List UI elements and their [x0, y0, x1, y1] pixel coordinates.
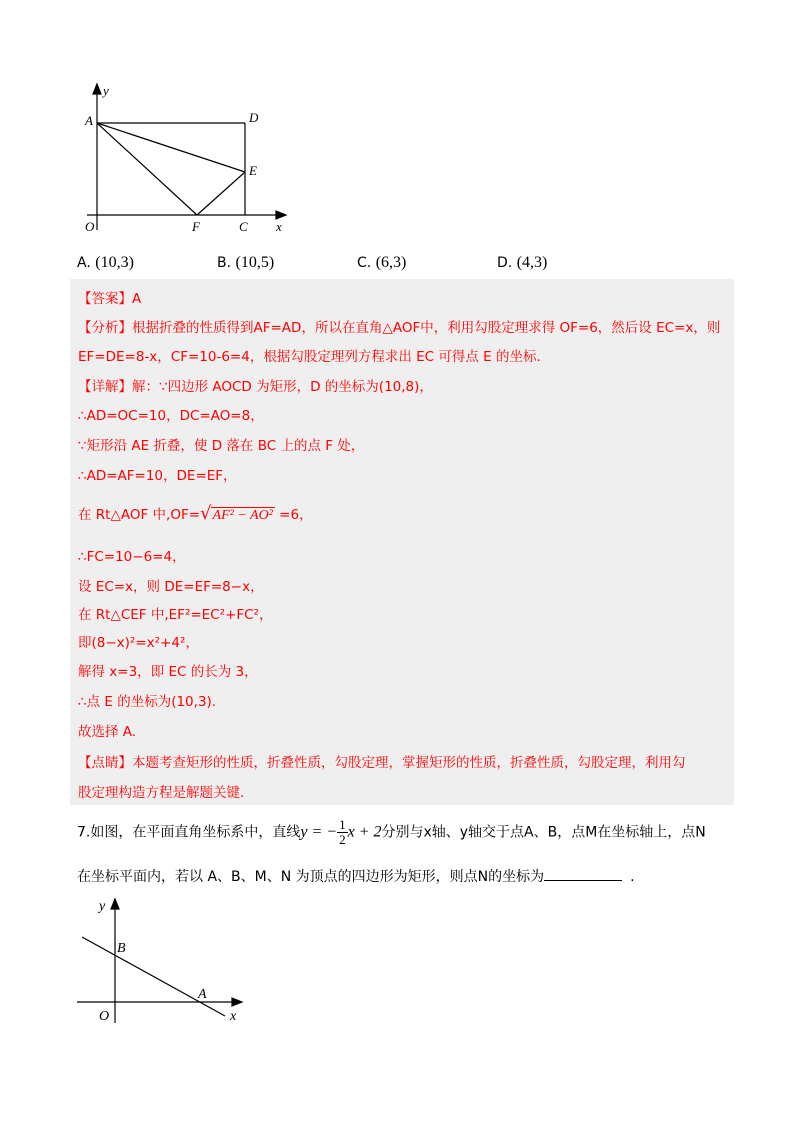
- sqrt-radicand: AF² − AO²: [212, 508, 273, 523]
- analysis-line-2: EF=DE=8-x，CF=10-6=4，根据勾股定理列方程求出 EC 可得点 E 的坐标.: [78, 349, 541, 365]
- detail-line-3: ∵矩形沿 AE 折叠，使 D 落在 BC 上的点 F 处，: [78, 438, 365, 454]
- x-axis-arrow: [276, 211, 286, 219]
- analysis-line-1: 【分析】根据折叠的性质得到AF=AD，所以在直角△AOF中，利用勾股定理求得 OF=6，然后设 EC=x，则: [78, 320, 721, 336]
- answer-blank: [544, 868, 622, 881]
- label-F: F: [192, 219, 200, 234]
- detail-line-1: 【详解】解：∵四边形 AOCD 为矩形，D 的坐标为(10,8)，: [78, 379, 433, 395]
- solution-block: [70, 279, 734, 805]
- detail-line-8: 在 Rt△CEF 中,EF²=EC²+FC²，: [78, 607, 273, 623]
- question-7-line-1: [77, 818, 706, 847]
- y-axis-arrow: [93, 84, 101, 94]
- detail-line-6: ∴FC=10−6=4，: [78, 549, 186, 565]
- label-A: A: [198, 987, 207, 1002]
- detail-line-10: 解得 x=3，即 EC 的长为 3，: [78, 664, 258, 680]
- detail-line-5: [78, 503, 313, 524]
- answer-line: 【答案】A: [78, 291, 142, 307]
- option-d: D. (4,3): [497, 254, 548, 271]
- label-x: x: [230, 1009, 237, 1024]
- figure-line-axes: [72, 895, 252, 1025]
- option-c: C. (6,3): [357, 254, 407, 271]
- label-E: E: [249, 163, 257, 178]
- q7-intro: 7.如图，在平面直角坐标系中，直线: [77, 824, 301, 841]
- segment-AF: [97, 123, 197, 215]
- comment-line-1: 【点睛】本题考查矩形的性质，折叠性质，勾股定理，掌握矩形的性质，折叠性质，勾股定理，利用勾: [78, 755, 686, 771]
- question-7-line-2: [77, 866, 635, 886]
- segment-AE: [97, 123, 245, 172]
- q7-intro-rest: 分别与x轴、y轴交于点A、B，点M在坐标轴上，点N: [381, 824, 706, 841]
- detail-5-suffix: =6，: [274, 507, 313, 523]
- detail-5-prefix: 在 Rt△AOF 中,OF=: [78, 507, 201, 523]
- figure-rectangle-fold: [72, 80, 292, 240]
- option-b: B. (10,5): [217, 254, 275, 271]
- segment-FE: [197, 172, 245, 215]
- x-axis-arrow: [232, 998, 242, 1006]
- label-y: y: [103, 83, 109, 98]
- label-D: D: [249, 110, 259, 125]
- q7-line-2-text: 在坐标平面内，若以 A、B、M、N 为顶点的四边形为矩形，则点N的坐标为: [77, 869, 545, 885]
- detail-line-9: 即(8−x)²=x²+4²，: [78, 635, 199, 651]
- answer-options: [77, 254, 677, 278]
- line-AB: [82, 937, 225, 1016]
- q7-equation-rhs: x + 2: [347, 823, 382, 841]
- detail-line-7: 设 EC=x，则 DE=EF=8−x，: [78, 579, 264, 595]
- detail-line-12: 故选择 A.: [78, 724, 137, 740]
- q7-equation-lhs: y = −: [300, 823, 338, 841]
- comment-line-2: 股定理构造方程是解题关键.: [78, 785, 245, 801]
- option-a: A. (10,3): [77, 254, 134, 271]
- label-x: x: [276, 219, 282, 234]
- label-O: O: [85, 219, 95, 234]
- detail-line-4: ∴AD=AF=10，DE=EF，: [78, 468, 237, 484]
- q7-fraction: $\frac{1}{2}$: [339, 817, 346, 847]
- detail-line-2: ∴AD=OC=10，DC=AO=8，: [78, 408, 264, 424]
- detail-line-11: ∴点 E 的坐标为(10,3).: [78, 694, 217, 710]
- label-O: O: [99, 1009, 110, 1024]
- label-y: y: [99, 899, 106, 914]
- label-B: B: [117, 941, 126, 956]
- label-A: A: [85, 113, 93, 128]
- q7-end: .: [630, 869, 635, 885]
- label-C: C: [239, 219, 248, 234]
- y-axis-arrow: [111, 899, 119, 909]
- sqrt-sign: √: [200, 503, 212, 524]
